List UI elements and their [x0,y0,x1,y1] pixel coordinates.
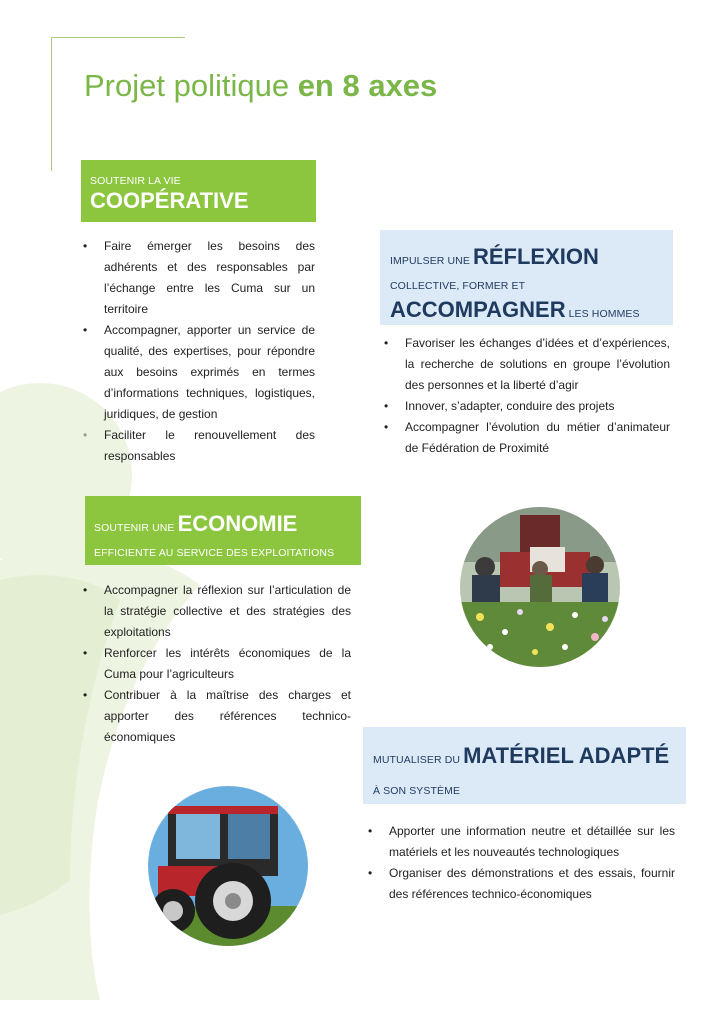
materiel-header-box [363,727,686,804]
materiel-bullet-list [365,821,675,905]
reflexion-big-label-1: RÉFLEXION [472,244,599,269]
economie-bullet-list [80,580,351,748]
page-title [84,68,437,104]
list-item: • Favoriser les échanges d’idées et d’expériences, la recherche de solutions en groupe l’évolution des personnes et la liberté d’agir [381,333,670,396]
tractor-photo [148,786,308,946]
field-workers-photo [460,507,620,667]
reflexion-bullet-list [381,333,670,459]
materiel-small-label-1: MUTUALISER DU [373,754,464,766]
title-bold: en 8 axes [297,68,438,103]
cooperative-big-label: COOPÉRATIVE [90,188,249,213]
reflexion-small-label-3: LES HOMMES [565,308,640,320]
cooperative-bullet-list [80,236,315,467]
list-item: • Accompagner la réflexion sur l’articulation de la stratégie collective et des stratégies des exploitations [80,580,351,643]
economie-big-label: ECONOMIE [177,511,298,536]
list-item: • Contribuer à la maîtrise des charges et apporter des références technico-économiques [80,685,351,748]
cooperative-header-box [81,160,316,222]
list-item: • Faciliter le renouvellement des responsables [80,425,315,467]
corner-line-horizontal [51,37,185,38]
list-item: • Innover, s’adapter, conduire des projets [381,396,670,417]
economie-header-box [85,496,361,565]
reflexion-big-label-2: ACCOMPAGNER [390,297,566,322]
reflexion-header-box [380,230,673,325]
list-item: • Faire émerger les besoins des adhérents et des responsables par l’échange entre les Cuma sur un territoire [80,236,315,320]
reflexion-small-label-2: COLLECTIVE, FORMER ET [390,280,526,292]
list-item: • Apporter une information neutre et détaillée sur les matériels et les nouveautés technologiques [365,821,675,863]
title-regular: Projet politique [84,68,298,103]
materiel-big-label: MATÉRIEL ADAPTÉ [463,743,670,768]
list-item: • Organiser des démonstrations et des essais, fournir des références technico-économiques [365,863,675,905]
cooperative-small-label: SOUTENIR LA VIE [90,175,181,187]
economie-small-label-1: SOUTENIR UNE [94,522,178,534]
materiel-small-label-2: À SON SYSTÈME [373,785,461,797]
reflexion-small-label-1: IMPULSER UNE [390,255,473,267]
list-item: • Accompagner, apporter un service de qualité, des expertises, pour répondre aux besoins exprimés en termes d’informations techniques, logistiques, juridiques, de gestion [80,320,315,425]
list-item: • Renforcer les intérêts économiques de la Cuma pour l’agriculteurs [80,643,351,685]
list-item: • Accompagner l’évolution du métier d’animateur de Fédération de Proximité [381,417,670,459]
economie-small-label-2: EFFICIENTE AU SERVICE DES EXPLOITATIONS [94,547,335,559]
corner-line-vertical [51,37,52,171]
